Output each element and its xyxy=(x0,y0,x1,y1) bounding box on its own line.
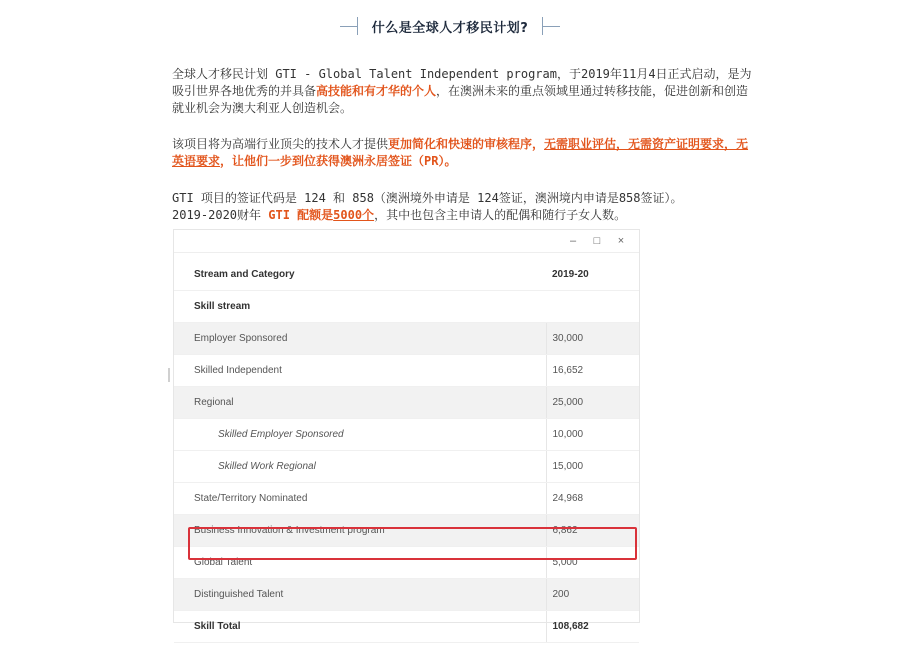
visa-code-text: GTI 项目的签证代码是 124 和 858（澳洲境外申请是 124签证，澳洲境内申请是858签证）。 xyxy=(172,191,683,205)
row-name: Global Talent xyxy=(174,547,546,579)
table-total-row xyxy=(174,611,639,643)
quota-text-end: ，其中也包含主申请人的配偶和随行子女人数。 xyxy=(374,208,627,222)
row-name: State/Territory Nominated xyxy=(174,483,546,515)
table-row xyxy=(174,579,639,611)
row-value: 16,652 xyxy=(546,355,639,387)
side-marker xyxy=(168,368,170,382)
benefits-paragraph xyxy=(172,136,752,170)
intro-paragraph xyxy=(172,66,752,117)
row-value: 200 xyxy=(546,579,639,611)
row-name: Skilled Work Regional xyxy=(174,451,546,483)
screenshot-window xyxy=(174,230,639,632)
table-header-row xyxy=(174,258,639,291)
total-value: 108,682 xyxy=(546,611,639,643)
row-name: Regional xyxy=(174,387,546,419)
row-value: 25,000 xyxy=(546,387,639,419)
table-row xyxy=(174,387,639,419)
row-name: Skilled Employer Sponsored xyxy=(174,419,546,451)
section-heading xyxy=(0,12,900,40)
maximize-icon[interactable]: □ xyxy=(593,235,601,247)
section-title: 什么是全球人才移民计划? xyxy=(371,20,529,36)
table-row xyxy=(174,355,639,387)
quota-highlight-label: GTI 配额是 xyxy=(268,208,334,222)
minimize-icon[interactable]: – xyxy=(569,235,577,247)
total-name: Skill Total xyxy=(174,611,546,643)
row-value: 30,000 xyxy=(546,323,639,355)
benefits-highlight-b: 无需职业评估，无需资产证明要求，无英语要求 xyxy=(172,137,749,168)
intro-highlight: 高技能和有才华的个人 xyxy=(316,84,437,98)
section-label: Skill stream xyxy=(174,291,546,323)
visa-paragraph xyxy=(172,190,752,224)
quota-text: 2019-2020财年 xyxy=(172,208,269,222)
table-row xyxy=(174,515,639,547)
header-category: Stream and Category xyxy=(174,258,546,291)
quota-highlight-number: 5000个 xyxy=(333,208,375,222)
table-row xyxy=(174,419,639,451)
row-value: 15,000 xyxy=(546,451,639,483)
planning-levels-table xyxy=(174,258,639,643)
close-icon[interactable]: × xyxy=(617,235,625,247)
intro-text-end: ，在澳洲未来的重点领域里通过转移技能，促进创新和创造就业机会为澳大利亚人创造机会。 xyxy=(172,84,749,115)
intro-text: 全球人才移民计划 GTI - Global Talent Independent program，于2019年11月4日正式启动，是为吸引世界各地优秀的并具备 xyxy=(172,67,752,98)
benefits-highlight-a: 更加简化和快速的审核程序， xyxy=(388,137,545,151)
row-value: 24,968 xyxy=(546,483,639,515)
table-row-highlighted xyxy=(174,547,639,579)
row-name: Employer Sponsored xyxy=(174,323,546,355)
row-name: Business Innovation & Investment program xyxy=(174,515,546,547)
heading-rule-left xyxy=(340,26,358,27)
benefits-highlight-c: ，让他们一步到位获得澳洲永居签证（PR）。 xyxy=(220,154,457,168)
row-value: 10,000 xyxy=(546,419,639,451)
section-row xyxy=(174,291,639,323)
window-titlebar xyxy=(174,230,639,253)
table-row xyxy=(174,323,639,355)
row-name: Skilled Independent xyxy=(174,355,546,387)
header-year: 2019-20 xyxy=(546,258,639,291)
benefits-text: 该项目将为高端行业顶尖的技术人才提供 xyxy=(172,137,389,151)
row-name: Distinguished Talent xyxy=(174,579,546,611)
row-value: 6,862 xyxy=(546,515,639,547)
table-row xyxy=(174,451,639,483)
table-row xyxy=(174,483,639,515)
row-value: 5,000 xyxy=(546,547,639,579)
heading-rule-right xyxy=(542,26,560,27)
